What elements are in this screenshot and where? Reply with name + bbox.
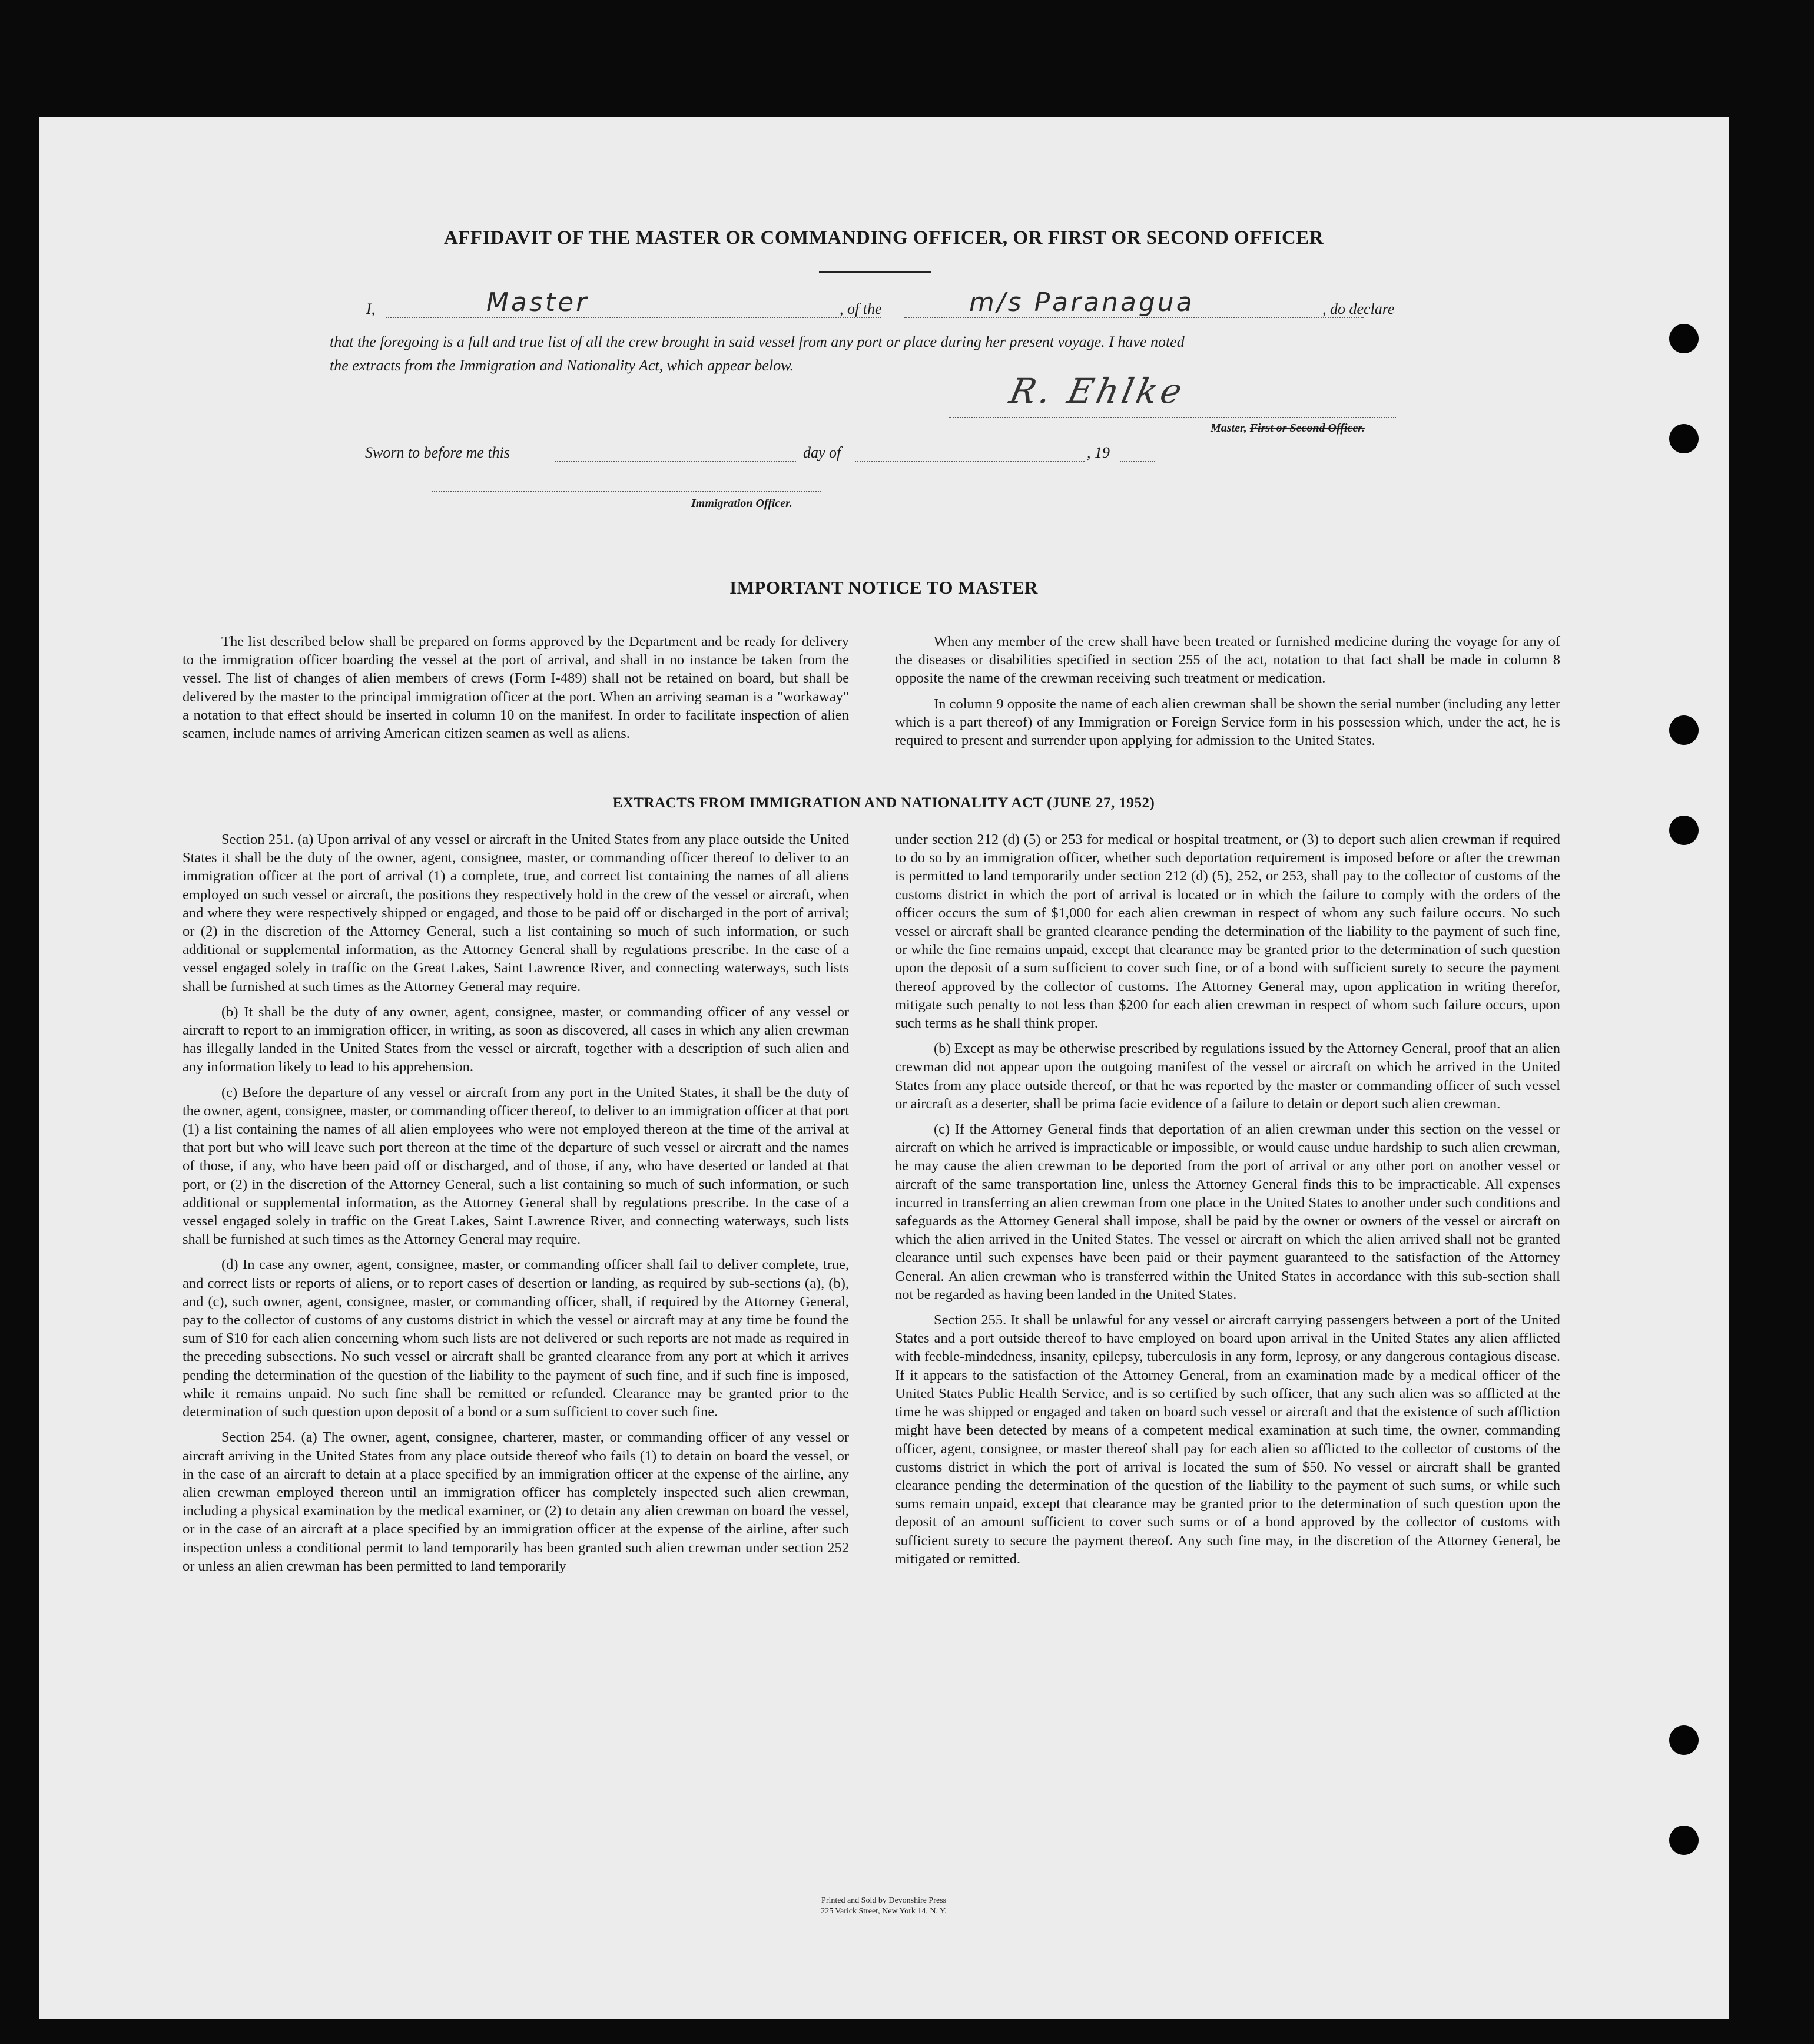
punch-hole bbox=[1669, 1725, 1699, 1755]
notice-left-paragraph: The list described below shall be prepared on forms approved by the Department and be ready for delivery to the immigration officer boarding the vessel at the port of arrival, and shall in no instance be taken from the vessel. The list of changes of alien members of crews (Form I-489) shall not be retained on board, but shall be delivered by the master to the principal immigration officer at the port. When an arriving seaman is a "workaway" a notation to that effect should be inserted in column 10 on the manifest. In order to facilitate inspection of alien seamen, include names of arriving American citizen seamen as well as aliens. bbox=[183, 634, 849, 742]
caption-master: Master, bbox=[1211, 422, 1247, 435]
section-254-b: (b) Except as may be otherwise prescribed by regulations issued by the Attorney General, proof that an alien crewman did not appear upon the outgoing manifest of the vessel or aircraft on which he arrived in the United States from any place outside thereof, or that he was reported by the master or commanding officer of such vessel or aircraft as a deserter, shall be prima facie evidence of a failure to detain or deport such alien crewman. bbox=[895, 1041, 1560, 1112]
sworn-label: Sworn to before me this bbox=[365, 444, 510, 461]
signature-caption bbox=[1211, 422, 1365, 435]
immigration-officer-line bbox=[432, 491, 821, 492]
punch-hole bbox=[1669, 424, 1699, 453]
caption-struck-officer: First or Second Officer. bbox=[1249, 422, 1365, 435]
section-251-d: (d) In case any owner, agent, consignee, master, or commanding officer shall fail to deliver complete, true, and correct lists or reports of aliens, or to report cases of desertion or landing, as required by sub-sections (a), (b), and (c), such owner, agent, consignee, master, or commanding officer, shall, if required by the Attorney General, pay to the collector of customs of any customs district in which the vessel or aircraft may at any time be found the sum of $10 for each alien concerning whom such lists are not delivered or such reports are not made as required in the preceding subsections. No such vessel or aircraft shall be granted clearance from any port at which it arrives pending the determination of the question of the liability to the payment of such fine, and if such fine is imposed, while it remains unpaid. No such fine shall be remitted or refunded. Clearance may be granted prior to the determination of such question upon deposit of a bond or a sum sufficient to cover such fine. bbox=[183, 1257, 849, 1420]
punch-hole bbox=[1669, 324, 1699, 353]
document-page bbox=[39, 117, 1729, 2019]
notice-right-paragraph-1: When any member of the crew shall have been treated or furnished medicine during the voyage for any of the diseases or disabilities specified in section 255 of the act, notation to that fact shall be made in column 8 opposite the name of the crewman receiving such treatment or medication. bbox=[895, 634, 1560, 687]
month-blank bbox=[855, 461, 1085, 462]
master-signature: R. Ehlke bbox=[1006, 371, 1189, 411]
affidavit-title: AFFIDAVIT OF THE MASTER OR COMMANDING OFFICER, OR FIRST OR SECOND OFFICER bbox=[443, 227, 1324, 249]
affidavit-extracts-line: the extracts from the Immigration and Nationality Act, which appear below. bbox=[330, 357, 794, 374]
section-254-a-continued: under section 212 (d) (5) or 253 for medical or hospital treatment, or (3) to deport such alien crewman if required to do so by an immigration officer, whether such deportation requirement is imposed before or after the crewman is permitted to land temporarily under section 212 (d) (5), 252, or 253, shall pay to the collector of customs of the customs district in which the port of arrival is located or in which the failure to comply with the orders of the officer occurs the sum of $1,000 for each alien crewman in respect of whom any such failure occurs. No such vessel or aircraft shall be granted clearance pending the determination of the liability to the payment of such fine, or while the fine remains unpaid, except that clearance may be granted prior to the determination of such question upon the deposit of a sum sufficient to cover such fine, or of a bond with sufficient surety to secure the payment thereof approved by the collector of customs. The Attorney General may, upon application in writing therefor, mitigate such penalty to not less than $200 for each alien crewman in respect of whom such failure occurs, upon such terms as he shall think proper. bbox=[895, 831, 1560, 1032]
extracts-right-column bbox=[895, 830, 1560, 1575]
affidavit-i-label: I, bbox=[366, 300, 376, 317]
section-251-b: (b) It shall be the duty of any owner, agent, consignee, master, or commanding officer of any vessel or aircraft to report to an immigration officer, in writing, as soon as discovered, all cases in which any alien crewman has illegally landed in the United States from the vessel or aircraft, together with a description of such alien and any information likely to lead to his apprehension. bbox=[183, 1003, 849, 1075]
printer-imprint-line-2: 225 Varick Street, New York 14, N. Y. bbox=[821, 1907, 947, 1916]
handwritten-vessel: m/s Paranagua bbox=[969, 287, 1195, 317]
section-251-a: Section 251. (a) Upon arrival of any vessel or aircraft in the United States from any place outside the United States it shall be the duty of the owner, agent, consignee, master, or commanding officer thereof to deliver to an immigration officer at the port of arrival (1) a complete, true, and correct list containing the names of all aliens employed on such vessel or aircraft, the positions they respectively hold in the crew of the vessel or aircraft, when and where they were respectively shipped or engaged, and those to be paid off or discharged in the port of arrival; or (2) in the discretion of the Attorney General, such a list containing so much of such information, or such additional or supplemental information, as the Attorney General shall by regulations prescribe. In the case of a vessel engaged solely in traffic on the Great Lakes, Saint Lawrence River, and connecting waterways, such lists shall be furnished at such times as the Attorney General may require. bbox=[183, 831, 849, 995]
section-254-a: Section 254. (a) The owner, agent, consignee, charterer, master, or commanding officer of any vessel or aircraft arriving in the United States from any place outside thereof who fails (1) to detain on board the vessel, or in the case of an aircraft to detain at a place specified by an immigration officer at the expense of the airline, any alien crewman employed thereon until an immigration officer has completely inspected such alien crewman, including a physical examination by the medical examiner, or (2) to detain any alien crewman on board the vessel, or in the case of an aircraft at a place specified by an immigration officer at the expense of the airline, after such inspection unless a conditional permit to land temporarily has been granted such alien crewman under section 252 or unless an alien crewman has been permitted to land temporarily bbox=[183, 1429, 849, 1574]
sworn-day-blank bbox=[555, 461, 796, 462]
punch-hole bbox=[1669, 816, 1699, 845]
notice-left-column bbox=[183, 632, 849, 750]
extracts-left-column bbox=[183, 830, 849, 1582]
notice-right-paragraph-2: In column 9 opposite the name of each alien crewman shall be shown the serial number (including any letter which is a part thereof) of any Immigration or Foreign Service form in his possession which, under the act, he is required to present and surrender upon applying for admission to the United States. bbox=[895, 695, 1560, 749]
section-255: Section 255. It shall be unlawful for any vessel or aircraft carrying passengers between a port of the United States and a port outside thereof to have employed on board upon arrival in the United States any alien afflicted with feeble-mindedness, insanity, epilepsy, tuberculosis in any form, leprosy, or any dangerous contagious disease. If it appears to the satisfaction of the Attorney General, from an examination made by a medical officer of the United States Public Health Service, and is so certified by such officer, that any such alien was so afflicted at the time he was shipped or engaged and taken on board such vessel or aircraft and that the existence of such affliction might have been detected by means of a competent medical examination at such time, the owner, commanding officer, agent, consignee, or master thereof shall pay for each alien so afflicted to the collector of customs of the customs district in which the port of arrival is located the sum of $50. No vessel or aircraft shall be granted clearance pending the determination of the question of the liability to the payment of such sums, or while such sums remain unpaid, except that clearance may be granted prior to the determination of such question upon the deposit of an amount sufficient to cover such sums or of a bond approved by the collector of customs with sufficient surety to secure the payment thereof. Any such fine may, in the discretion of the Attorney General, be mitigated or remitted. bbox=[895, 1312, 1560, 1567]
extracts-title: EXTRACTS FROM IMMIGRATION AND NATIONALITY ACT (JUNE 27, 1952) bbox=[612, 795, 1155, 811]
day-of-label: day of bbox=[803, 444, 841, 461]
affidavit-statement-line: that the foregoing is a full and true list of all the crew brought in said vessel from any port or place during her present voyage. I have noted bbox=[330, 333, 1185, 350]
punch-hole bbox=[1669, 1826, 1699, 1855]
signature-line bbox=[949, 417, 1396, 418]
year-label: , 19 bbox=[1087, 444, 1110, 461]
title-divider bbox=[819, 271, 931, 273]
section-254-c: (c) If the Attorney General finds that deportation of an alien crewman under this section on the vessel or aircraft on which he arrived is impracticable or impossible, or would cause undue hardship to such alien crewman, he may cause the alien crewman to be deported from the port of arrival or any other port on another vessel or aircraft of the same transportation line, unless the Attorney General finds this to be impracticable. All expenses incurred in transferring an alien crewman from one place in the United States to another under such conditions and safeguards as the Attorney General shall impose, shall be paid by the owner or owners of the vessel or aircraft on which the alien arrived in the United States. The vessel or aircraft on which the alien arrived shall not be granted clearance until such expenses have been paid or their payment guaranteed to the satisfaction of the Attorney General. An alien crewman who is transferred within the United States in accordance with this sub-section shall not be regarded as having been landed in the United States. bbox=[895, 1121, 1560, 1303]
notice-right-column bbox=[895, 632, 1560, 757]
year-blank bbox=[1120, 461, 1155, 462]
immigration-officer-caption: Immigration Officer. bbox=[691, 497, 792, 510]
affidavit-of-the-label: , of the bbox=[840, 300, 882, 317]
affidavit-do-declare-label: , do declare bbox=[1322, 300, 1395, 317]
punch-hole bbox=[1669, 715, 1699, 745]
name-blank-line bbox=[386, 317, 881, 318]
section-251-c: (c) Before the departure of any vessel or aircraft from any port in the United States, it shall be the duty of the owner, agent, consignee, master, or commanding officer thereof, to deliver to an immigration officer at that port (1) a list containing the names of all alien employees who were not employed thereon at the time of the arrival at that port but who will leave such port thereon at the time of the departure of such vessel or aircraft and the names of those, if any, who have been paid off or discharged, and of those, if any, who have deserted or landed at that port, or (2) in the discretion of the Attorney General, such a list containing so much of such information, or such additional or supplemental information, as the Attorney General shall by regulations prescribe. In the case of a vessel engaged solely in traffic on the Great Lakes, Saint Lawrence River, and connecting waterways, such lists shall be furnished at such times as the Attorney General may require. bbox=[183, 1084, 849, 1248]
notice-title: IMPORTANT NOTICE TO MASTER bbox=[729, 577, 1038, 598]
handwritten-name: Master bbox=[486, 287, 589, 317]
printer-imprint-line-1: Printed and Sold by Devonshire Press bbox=[821, 1896, 946, 1905]
